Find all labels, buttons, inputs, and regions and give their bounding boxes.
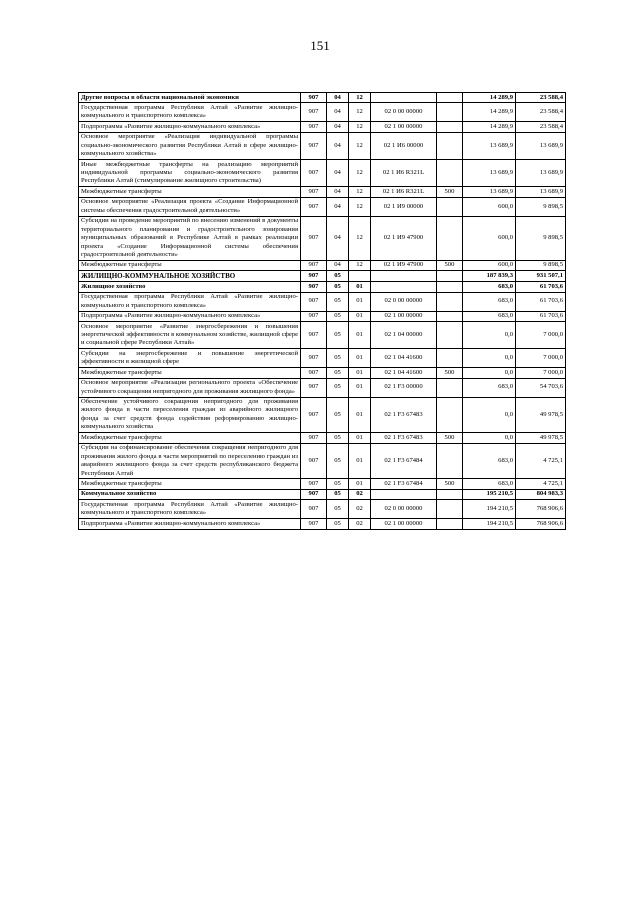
row-name-cell: Государственная программа Республики Алтай «Развитие жилищно-коммунального и транспортного комплекса»	[79, 292, 301, 311]
page-number: 151	[310, 38, 330, 53]
section-code-cell: 05	[327, 322, 349, 349]
amount-year2-cell: 54 703,6	[516, 378, 566, 397]
amount-year2-cell: 768 906,6	[516, 500, 566, 519]
table-row	[79, 397, 566, 433]
section-code-cell: 04	[327, 260, 349, 270]
subsection-code-cell: 02	[349, 519, 371, 529]
row-name-cell: Подпрограмма «Развитие жилищно-коммунального комплекса»	[79, 519, 301, 529]
amount-year2-cell: 23 588,4	[516, 103, 566, 122]
ved-code-cell: 907	[301, 160, 327, 187]
target-article-cell: 02 1 04 41600	[371, 349, 437, 368]
amount-year2-cell: 49 978,5	[516, 397, 566, 433]
amount-year1-cell: 0,0	[463, 322, 516, 349]
expense-type-cell	[437, 500, 463, 519]
table-row	[79, 500, 566, 519]
expense-type-cell	[437, 160, 463, 187]
row-name-cell: Обеспечение устойчивого сокращения непригодного для проживания жилого фонда в части переселения граждан из аварийного жилищного фонда за счет средств фонда содействия реформированию жилищно-коммунального хозяйства	[79, 397, 301, 433]
row-name-cell: Подпрограмма «Развитие жилищно-коммунального комплекса»	[79, 311, 301, 321]
section-code-cell: 05	[327, 433, 349, 443]
subsection-code-cell: 02	[349, 500, 371, 519]
table-row	[79, 479, 566, 489]
target-article-cell: 02 1 И9 00000	[371, 197, 437, 216]
amount-year2-cell: 7 000,0	[516, 349, 566, 368]
amount-year1-cell: 194 210,5	[463, 519, 516, 529]
target-article-cell: 02 1 00 00000	[371, 122, 437, 132]
section-code-cell: 05	[327, 349, 349, 368]
ved-code-cell: 907	[301, 197, 327, 216]
amount-year2-cell: 7 000,0	[516, 322, 566, 349]
ved-code-cell: 907	[301, 122, 327, 132]
expense-type-cell	[437, 443, 463, 479]
ved-code-cell: 907	[301, 187, 327, 197]
target-article-cell: 02 1 И6 00000	[371, 132, 437, 159]
subsection-code-cell: 01	[349, 311, 371, 321]
amount-year2-cell: 9 898,5	[516, 216, 566, 260]
subsection-code-cell: 12	[349, 93, 371, 103]
amount-year1-cell: 0,0	[463, 397, 516, 433]
amount-year2-cell: 804 983,3	[516, 489, 566, 499]
expense-type-cell: 500	[437, 260, 463, 270]
ved-code-cell: 907	[301, 368, 327, 378]
target-article-cell	[371, 489, 437, 499]
ved-code-cell: 907	[301, 311, 327, 321]
row-name-cell: Коммунальное хозяйство	[79, 489, 301, 499]
table-row	[79, 160, 566, 187]
subsection-code-cell: 12	[349, 260, 371, 270]
table-row	[79, 322, 566, 349]
table-row	[79, 103, 566, 122]
target-article-cell: 02 1 И9 47900	[371, 260, 437, 270]
amount-year2-cell: 7 000,0	[516, 368, 566, 378]
section-code-cell: 04	[327, 132, 349, 159]
section-code-cell: 05	[327, 397, 349, 433]
budget-table	[78, 92, 566, 530]
row-name-cell: Основное мероприятие «Реализация регионального проекта «Обеспечение устойчивого сокращения непригодного для проживания жилищного фонда»	[79, 378, 301, 397]
row-name-cell: Межбюджетные трансферты	[79, 433, 301, 443]
target-article-cell: 02 1 И9 47900	[371, 216, 437, 260]
subsection-code-cell: 12	[349, 132, 371, 159]
table-row	[79, 197, 566, 216]
target-article-cell: 02 1 F3 67483	[371, 433, 437, 443]
expense-type-cell	[437, 93, 463, 103]
expense-type-cell: 500	[437, 368, 463, 378]
ved-code-cell: 907	[301, 519, 327, 529]
subsection-code-cell: 12	[349, 103, 371, 122]
subsection-code-cell: 12	[349, 122, 371, 132]
ved-code-cell: 907	[301, 260, 327, 270]
target-article-cell	[371, 282, 437, 292]
ved-code-cell: 907	[301, 349, 327, 368]
target-article-cell: 02 1 И6 R321L	[371, 187, 437, 197]
row-name-cell: Межбюджетные трансферты	[79, 479, 301, 489]
amount-year1-cell: 600,0	[463, 260, 516, 270]
amount-year2-cell: 61 703,6	[516, 311, 566, 321]
table-row	[79, 378, 566, 397]
amount-year2-cell: 9 898,5	[516, 197, 566, 216]
amount-year1-cell: 683,0	[463, 292, 516, 311]
table-row	[79, 443, 566, 479]
subsection-code-cell: 12	[349, 216, 371, 260]
amount-year1-cell: 0,0	[463, 349, 516, 368]
expense-type-cell	[437, 197, 463, 216]
expense-type-cell	[437, 322, 463, 349]
ved-code-cell: 907	[301, 132, 327, 159]
section-code-cell: 05	[327, 443, 349, 479]
amount-year1-cell: 600,0	[463, 216, 516, 260]
ved-code-cell: 907	[301, 433, 327, 443]
budget-table-body	[79, 93, 566, 530]
subsection-code-cell: 01	[349, 443, 371, 479]
expense-type-cell	[437, 216, 463, 260]
table-row	[79, 132, 566, 159]
subsection-code-cell	[349, 271, 371, 282]
expense-type-cell	[437, 519, 463, 529]
section-code-cell: 04	[327, 216, 349, 260]
ved-code-cell: 907	[301, 479, 327, 489]
amount-year1-cell: 195 210,5	[463, 489, 516, 499]
row-name-cell: Жилищное хозяйство	[79, 282, 301, 292]
target-article-cell: 02 0 00 00000	[371, 500, 437, 519]
amount-year1-cell: 194 210,5	[463, 500, 516, 519]
row-name-cell: Государственная программа Республики Алтай «Развитие жилищно-коммунального и транспортного комплекса»	[79, 103, 301, 122]
amount-year1-cell: 14 289,9	[463, 122, 516, 132]
amount-year1-cell: 13 689,9	[463, 187, 516, 197]
table-row	[79, 187, 566, 197]
expense-type-cell	[437, 132, 463, 159]
ved-code-cell: 907	[301, 271, 327, 282]
amount-year1-cell: 0,0	[463, 368, 516, 378]
section-code-cell: 04	[327, 122, 349, 132]
ved-code-cell: 907	[301, 93, 327, 103]
row-name-cell: Межбюджетные трансферты	[79, 187, 301, 197]
ved-code-cell: 907	[301, 292, 327, 311]
target-article-cell: 02 1 00 00000	[371, 311, 437, 321]
section-code-cell: 04	[327, 103, 349, 122]
table-row	[79, 93, 566, 103]
section-code-cell: 05	[327, 489, 349, 499]
ved-code-cell: 907	[301, 103, 327, 122]
amount-year2-cell: 13 689,9	[516, 160, 566, 187]
expense-type-cell	[437, 378, 463, 397]
subsection-code-cell: 01	[349, 368, 371, 378]
row-name-cell: Основное мероприятие «Развитие энергосбережения и повышения энергетической эффективности в коммунальном хозяйстве, жилищной сфере и социальной сфере Республики Алтай»	[79, 322, 301, 349]
expense-type-cell: 500	[437, 187, 463, 197]
expense-type-cell	[437, 103, 463, 122]
row-name-cell: Субсидии на софинансирование обеспечения сокращения непригодного для проживания жилого фонда в части мероприятий по переселению граждан из аварийного жилищного фонда за счет средств республиканского бюджета Республики Алтай	[79, 443, 301, 479]
table-row	[79, 216, 566, 260]
section-code-cell: 05	[327, 519, 349, 529]
expense-type-cell	[437, 311, 463, 321]
amount-year2-cell: 23 588,4	[516, 93, 566, 103]
row-name-cell: Подпрограмма «Развитие жилищно-коммунального комплекса»	[79, 122, 301, 132]
subsection-code-cell: 02	[349, 489, 371, 499]
ved-code-cell: 907	[301, 216, 327, 260]
subsection-code-cell: 12	[349, 187, 371, 197]
subsection-code-cell: 01	[349, 292, 371, 311]
subsection-code-cell: 12	[349, 197, 371, 216]
ved-code-cell: 907	[301, 282, 327, 292]
row-name-cell: Государственная программа Республики Алтай «Развитие жилищно-коммунального и транспортного комплекса»	[79, 500, 301, 519]
section-code-cell: 05	[327, 282, 349, 292]
amount-year1-cell: 13 689,9	[463, 160, 516, 187]
subsection-code-cell: 01	[349, 433, 371, 443]
amount-year2-cell: 13 689,9	[516, 132, 566, 159]
amount-year2-cell: 768 906,6	[516, 519, 566, 529]
section-code-cell: 04	[327, 187, 349, 197]
amount-year1-cell: 14 289,9	[463, 93, 516, 103]
ved-code-cell: 907	[301, 378, 327, 397]
target-article-cell: 02 1 F3 67484	[371, 479, 437, 489]
table-row	[79, 260, 566, 270]
amount-year2-cell: 4 725,1	[516, 443, 566, 479]
section-code-cell: 05	[327, 368, 349, 378]
expense-type-cell	[437, 271, 463, 282]
target-article-cell: 02 1 F3 67483	[371, 397, 437, 433]
amount-year1-cell: 683,0	[463, 282, 516, 292]
amount-year1-cell: 600,0	[463, 197, 516, 216]
target-article-cell	[371, 93, 437, 103]
table-row	[79, 489, 566, 499]
row-name-cell: Основное мероприятие «Реализация проекта «Создание Информационной системы обеспечения градостроительной деятельности»	[79, 197, 301, 216]
row-name-cell: Иные межбюджетные трансферты на реализацию мероприятий индивидуальной программы социально-экономического развития Республики Алтай (стимулирование жилищного строительства)	[79, 160, 301, 187]
table-row	[79, 349, 566, 368]
target-article-cell: 02 0 00 00000	[371, 292, 437, 311]
table-row	[79, 433, 566, 443]
expense-type-cell	[437, 349, 463, 368]
table-row	[79, 122, 566, 132]
target-article-cell: 02 0 00 00000	[371, 103, 437, 122]
amount-year2-cell: 23 588,4	[516, 122, 566, 132]
target-article-cell: 02 1 И6 R321L	[371, 160, 437, 187]
row-name-cell: Субсидии на проведение мероприятий по внесению изменений в документы территориального планирования и градостроительного зонирования муниципальных образований в Республике Алтай в рамках реализации проекта «Создание Информационной системы обеспечения градостроительной деятельности»	[79, 216, 301, 260]
section-code-cell: 05	[327, 311, 349, 321]
target-article-cell	[371, 271, 437, 282]
subsection-code-cell: 01	[349, 479, 371, 489]
subsection-code-cell: 01	[349, 397, 371, 433]
table-row	[79, 271, 566, 282]
section-code-cell: 04	[327, 160, 349, 187]
table-row	[79, 311, 566, 321]
table-row	[79, 519, 566, 529]
amount-year2-cell: 9 898,5	[516, 260, 566, 270]
amount-year1-cell: 683,0	[463, 479, 516, 489]
section-code-cell: 04	[327, 93, 349, 103]
ved-code-cell: 907	[301, 397, 327, 433]
ved-code-cell: 907	[301, 489, 327, 499]
amount-year1-cell: 14 289,9	[463, 103, 516, 122]
section-code-cell: 05	[327, 271, 349, 282]
subsection-code-cell: 01	[349, 349, 371, 368]
expense-type-cell: 500	[437, 433, 463, 443]
target-article-cell: 02 1 00 00000	[371, 519, 437, 529]
amount-year2-cell: 4 725,1	[516, 479, 566, 489]
ved-code-cell: 907	[301, 322, 327, 349]
expense-type-cell	[437, 489, 463, 499]
amount-year2-cell: 13 689,9	[516, 187, 566, 197]
amount-year2-cell: 49 978,5	[516, 433, 566, 443]
section-code-cell: 05	[327, 292, 349, 311]
subsection-code-cell: 01	[349, 282, 371, 292]
subsection-code-cell: 01	[349, 322, 371, 349]
subsection-code-cell: 12	[349, 160, 371, 187]
table-row	[79, 292, 566, 311]
amount-year1-cell: 683,0	[463, 311, 516, 321]
table-row	[79, 282, 566, 292]
row-name-cell: ЖИЛИЩНО-КОММУНАЛЬНОЕ ХОЗЯЙСТВО	[79, 271, 301, 282]
target-article-cell: 02 1 04 41600	[371, 368, 437, 378]
ved-code-cell: 907	[301, 500, 327, 519]
expense-type-cell: 500	[437, 479, 463, 489]
row-name-cell: Межбюджетные трансферты	[79, 368, 301, 378]
section-code-cell: 05	[327, 500, 349, 519]
amount-year1-cell: 13 689,9	[463, 132, 516, 159]
section-code-cell: 05	[327, 378, 349, 397]
amount-year2-cell: 61 703,6	[516, 282, 566, 292]
target-article-cell: 02 1 F3 00000	[371, 378, 437, 397]
expense-type-cell	[437, 122, 463, 132]
target-article-cell: 02 1 04 00000	[371, 322, 437, 349]
subsection-code-cell: 01	[349, 378, 371, 397]
row-name-cell: Основное мероприятие «Реализация индивидуальной программы социально-экономического развития Республики Алтай в сфере жилищно-коммунального хозяйства»	[79, 132, 301, 159]
section-code-cell: 05	[327, 479, 349, 489]
table-row	[79, 368, 566, 378]
ved-code-cell: 907	[301, 443, 327, 479]
amount-year2-cell: 931 507,1	[516, 271, 566, 282]
target-article-cell: 02 1 F3 67484	[371, 443, 437, 479]
amount-year2-cell: 61 703,6	[516, 292, 566, 311]
amount-year1-cell: 683,0	[463, 378, 516, 397]
expense-type-cell	[437, 292, 463, 311]
amount-year1-cell: 187 839,3	[463, 271, 516, 282]
section-code-cell: 04	[327, 197, 349, 216]
row-name-cell: Межбюджетные трансферты	[79, 260, 301, 270]
row-name-cell: Другие вопросы в области национальной экономики	[79, 93, 301, 103]
expense-type-cell	[437, 282, 463, 292]
amount-year1-cell: 683,0	[463, 443, 516, 479]
expense-type-cell	[437, 397, 463, 433]
amount-year1-cell: 0,0	[463, 433, 516, 443]
row-name-cell: Субсидии на энергосбережение и повышение энергетической эффективности в жилищной сфере	[79, 349, 301, 368]
